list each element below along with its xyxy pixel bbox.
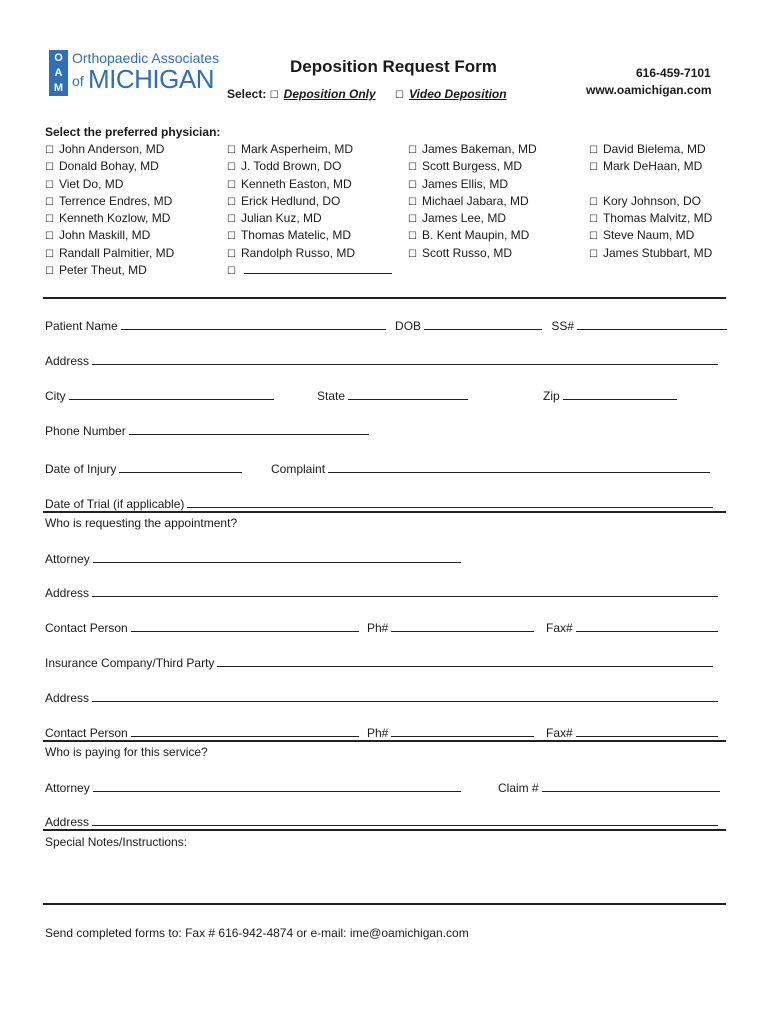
ss-field[interactable] xyxy=(577,318,727,330)
checkbox-icon: ☐ xyxy=(227,145,236,156)
zip-row: Zip xyxy=(543,388,677,404)
physician-option[interactable]: ☐ Erick Hedlund, DO xyxy=(227,193,341,208)
checkbox-icon: ☐ xyxy=(227,248,236,260)
insurance-contact-row: Contact Person xyxy=(45,725,359,741)
physician-option[interactable]: ☐ Steve Naum, MD xyxy=(589,228,695,243)
checkbox-icon: ☐ xyxy=(227,266,236,278)
logo-line2: MICHIGAN xyxy=(88,64,214,94)
requester-attorney-field[interactable] xyxy=(93,551,461,563)
physician-option[interactable]: ☐ Scott Burgess, MD xyxy=(408,159,522,174)
footer-instructions: Send completed forms to: Fax # 616-942-4874 or e-mail: ime@oamichigan.com xyxy=(45,926,469,940)
patient-name-field[interactable] xyxy=(121,318,386,330)
requester-address-row: Address xyxy=(45,585,718,601)
physician-option[interactable]: ☐ Kenneth Kozlow, MD xyxy=(45,211,171,226)
insurance-ph-row: Ph# xyxy=(367,725,534,741)
checkbox-icon: ☐ xyxy=(227,179,236,191)
checkbox-icon: ☐ xyxy=(589,145,598,156)
section-divider xyxy=(43,903,726,905)
physician-option[interactable]: ☐ Randall Palmitier, MD xyxy=(45,245,175,260)
zip-field[interactable] xyxy=(563,388,677,400)
deposition-only-option[interactable]: ☐ Deposition Only xyxy=(269,87,376,101)
checkbox-icon: ☐ xyxy=(408,248,417,260)
phone-number: 616-459-7101 xyxy=(636,66,711,80)
requester-attorney-row: Attorney xyxy=(45,551,461,567)
checkbox-icon: ☐ xyxy=(227,231,236,243)
physician-option[interactable]: ☐ Mark DeHaan, MD xyxy=(589,159,703,174)
requester-fax-field[interactable] xyxy=(576,620,718,632)
section-divider xyxy=(43,511,726,513)
injury-row: Date of Injury xyxy=(45,461,242,477)
state-row: State xyxy=(317,388,468,404)
logo-letter-o: O xyxy=(54,52,63,64)
physician-option[interactable]: ☐ Kory Johnson, DO xyxy=(589,193,702,208)
notes-area[interactable] xyxy=(45,852,725,900)
physician-option[interactable]: ☐ Michael Jabara, MD xyxy=(408,193,529,208)
section-divider xyxy=(43,829,726,831)
logo-letter-a: A xyxy=(54,67,63,79)
logo-letter-m: M xyxy=(53,82,64,94)
physician-option[interactable]: ☐ Thomas Malvitz, MD xyxy=(589,211,713,226)
city-row: City xyxy=(45,388,274,404)
insurance-address-field[interactable] xyxy=(92,690,718,702)
physician-other-option[interactable] xyxy=(227,262,392,279)
requester-ph-field[interactable] xyxy=(391,620,534,632)
checkbox-icon: ☐ xyxy=(589,231,598,243)
requester-contact-row: Contact Person xyxy=(45,620,359,636)
city-field[interactable] xyxy=(69,388,274,400)
patient-address-row: Address xyxy=(45,353,718,369)
physician-option[interactable]: ☐ Scott Russo, MD xyxy=(408,245,512,260)
checkbox-icon: ☐ xyxy=(589,214,598,226)
website[interactable]: www.oamichigan.com xyxy=(586,83,712,97)
insurance-fax-row: Fax# xyxy=(546,725,718,741)
physician-option[interactable]: ☐ B. Kent Maupin, MD xyxy=(408,228,530,243)
patient-name-row: Patient Name DOB SS# xyxy=(45,318,727,334)
checkbox-icon: ☐ xyxy=(45,231,54,243)
physician-option[interactable]: ☐ John Maskill, MD xyxy=(45,228,151,243)
physician-option[interactable]: ☐ Kenneth Easton, MD xyxy=(227,176,352,191)
video-deposition-option[interactable]: ☐ Video Deposition xyxy=(395,87,507,101)
complaint-row: Complaint xyxy=(271,461,710,477)
complaint-field[interactable] xyxy=(328,461,710,473)
checkbox-icon: ☐ xyxy=(408,196,417,208)
insurance-ph-field[interactable] xyxy=(391,725,534,737)
payer-attorney-field[interactable] xyxy=(93,780,461,792)
state-field[interactable] xyxy=(348,388,468,400)
physician-column-2 xyxy=(227,141,392,279)
claim-field[interactable] xyxy=(542,780,720,792)
checkbox-icon[interactable]: ☐ xyxy=(269,90,279,101)
checkbox-icon: ☐ xyxy=(589,196,598,208)
insurance-fax-field[interactable] xyxy=(576,725,718,737)
checkbox-icon: ☐ xyxy=(227,214,236,226)
section-divider xyxy=(43,297,726,299)
checkbox-icon: ☐ xyxy=(408,231,417,243)
physician-heading: Select the preferred physician: xyxy=(45,125,221,139)
dob-field[interactable] xyxy=(424,318,542,330)
insurance-field[interactable] xyxy=(217,655,713,667)
physician-option[interactable]: ☐ James Bakeman, MD xyxy=(408,142,537,156)
claim-row: Claim # xyxy=(498,780,720,796)
checkbox-icon: ☐ xyxy=(45,162,54,174)
physician-option[interactable]: ☐ James Lee, MD xyxy=(408,211,506,226)
other-physician-field[interactable] xyxy=(244,262,392,274)
requester-address-field[interactable] xyxy=(92,585,718,597)
phone-row: Phone Number xyxy=(45,423,369,439)
checkbox-icon: ☐ xyxy=(45,266,54,278)
physician-option[interactable]: ☐ Terrence Endres, MD xyxy=(45,193,173,208)
select-label: Select: xyxy=(227,87,267,101)
requester-contact-field[interactable] xyxy=(131,620,359,632)
checkbox-icon: ☐ xyxy=(45,145,54,156)
physician-column-1 xyxy=(45,141,174,279)
physician-option[interactable]: ☐ John Anderson, MD xyxy=(45,142,165,156)
physician-option[interactable]: ☐ Randolph Russo, MD xyxy=(227,245,356,260)
date-of-trial-field[interactable] xyxy=(187,496,713,508)
physician-option[interactable]: ☐ Peter Theut, MD xyxy=(45,263,147,278)
logo-of: of xyxy=(72,73,84,89)
page-title: Deposition Request Form xyxy=(290,57,497,76)
insurance-address-row: Address xyxy=(45,690,718,706)
physician-column-3 xyxy=(408,141,537,262)
checkbox-icon: ☐ xyxy=(589,162,598,174)
physician-option[interactable]: ☐ Viet Do, MD xyxy=(45,176,124,191)
payer-address-row: Address xyxy=(45,814,718,830)
checkbox-icon: ☐ xyxy=(227,162,236,174)
phone-field[interactable] xyxy=(129,423,369,435)
date-of-injury-field[interactable] xyxy=(119,461,242,473)
physician-option[interactable]: ☐ Julian Kuz, MD xyxy=(227,211,322,226)
checkbox-icon: ☐ xyxy=(408,145,417,156)
requester-fax-row: Fax# xyxy=(546,620,718,636)
checkbox-icon[interactable]: ☐ xyxy=(395,90,404,101)
physician-option[interactable]: ☐ J. Todd Brown, DO xyxy=(227,159,342,174)
checkbox-icon: ☐ xyxy=(408,162,417,174)
logo-line1: Orthopaedic Associates xyxy=(72,50,220,66)
physician-option[interactable]: ☐ James Ellis, MD xyxy=(408,176,508,191)
physician-option[interactable]: ☐ David Bielema, MD xyxy=(589,142,706,156)
checkbox-icon: ☐ xyxy=(589,248,598,260)
payer-address-field[interactable] xyxy=(92,814,718,826)
logo-emblem xyxy=(49,50,68,96)
payer-attorney-row: Attorney xyxy=(45,780,461,796)
checkbox-icon: ☐ xyxy=(45,179,54,191)
section-divider xyxy=(43,740,726,742)
checkbox-icon: ☐ xyxy=(227,196,236,208)
physician-column-4 xyxy=(589,141,712,262)
notes-label: Special Notes/Instructions: xyxy=(45,835,188,849)
checkbox-icon: ☐ xyxy=(45,248,54,260)
checkbox-icon: ☐ xyxy=(408,214,417,226)
physician-option[interactable]: ☐ James Stubbart, MD xyxy=(589,245,713,260)
checkbox-icon: ☐ xyxy=(45,214,54,226)
physician-option[interactable]: ☐ Donald Bohay, MD xyxy=(45,159,159,174)
insurance-row: Insurance Company/Third Party xyxy=(45,655,713,671)
requester-ph-row: Ph# xyxy=(367,620,534,636)
physician-option[interactable]: ☐ Thomas Matelic, MD xyxy=(227,228,351,243)
select-row xyxy=(227,87,507,103)
payer-heading: Who is paying for this service? xyxy=(45,745,208,759)
checkbox-icon: ☐ xyxy=(408,179,417,191)
insurance-contact-field[interactable] xyxy=(131,725,359,737)
physician-option[interactable]: ☐ Mark Asperheim, MD xyxy=(227,142,353,156)
requester-heading: Who is requesting the appointment? xyxy=(45,516,238,530)
trial-row: Date of Trial (if applicable) xyxy=(45,496,713,512)
checkbox-icon: ☐ xyxy=(45,196,54,208)
patient-address-field[interactable] xyxy=(92,353,718,365)
